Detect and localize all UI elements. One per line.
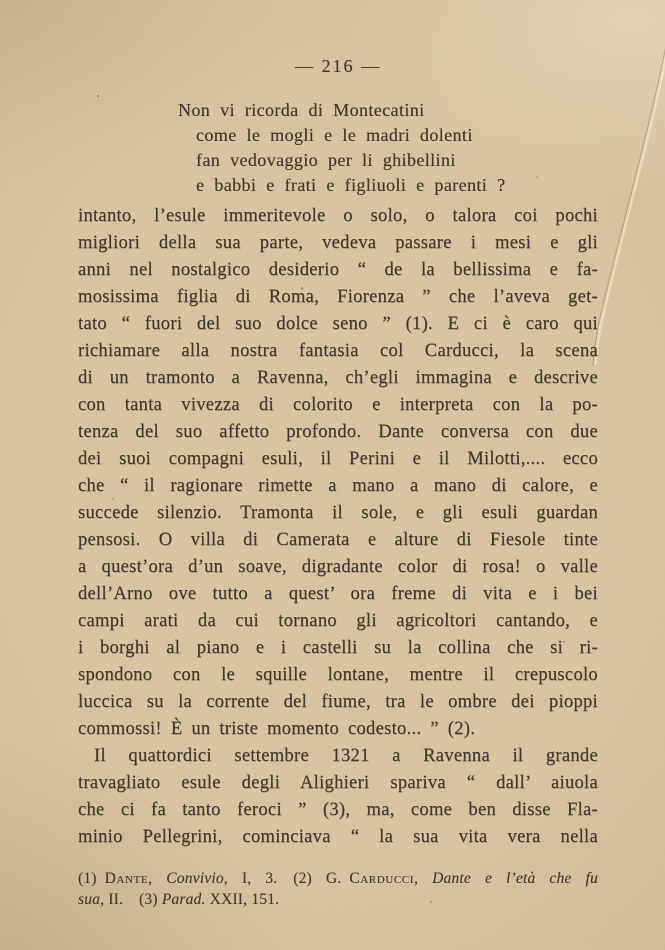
body-text-line: con tanta vivezza di colorito e interpreta con la po- [78,395,598,415]
page-number: — 216 — [295,56,381,76]
poem-line: fan vedovaggio per li ghibellini [196,150,456,170]
footnote-segment: Convivio [166,870,224,887]
body-text-line: richiamare alla nostra fantasia col Carducci, la scena [78,341,598,361]
body-text-line: che “ il ragionare rimette a mano a mano di calore, e [78,476,598,496]
body-text-line: minio Pellegrini, cominciava “ la sua vita vera nella [78,827,598,847]
footnote-segment: XXII, 151. [205,891,280,908]
body-text-line: spondono con le squille lontane, mentre il crepuscolo [78,665,598,685]
body-text-line: luccica su la corrente del fiume, tra le ombre dei pioppi [78,692,598,712]
body-text-line: anni nel nostalgico desiderio “ de la bellissima e fa- [78,260,598,280]
body-text-line: campi arati da cui tornano gli agricoltori cantando, e [78,611,598,631]
body-text-line: dell’Arno ove tutto a quest’ ora freme di vita e i bei [78,584,598,604]
body-text [78,203,598,851]
footnotes [78,868,598,910]
footnote-segment: Dante e l’età che fu [432,870,598,887]
body-text-line: succede silenzio. Tramonta il sole, e gli esuli guardan [78,503,598,523]
footnote-segment: sua [78,891,101,908]
body-text-line: a quest’ora d’un soave, digradante color di rosa! o valle [78,557,598,577]
body-text-line: commossi! È un triste momento codesto... ” (2). [78,719,476,739]
footnote-line [78,889,598,910]
footnote-segment: , I, 3. (2) G. [223,870,350,887]
footnote-segment: (1) [78,870,105,887]
poem-line: e babbi e frati e figliuoli e parenti ? [196,175,506,195]
body-text-line: mosissima figlia di Roma, Fiorenza ” che l’aveva get- [78,287,598,307]
poem-quotation [78,98,598,198]
poem-line: Non vi ricorda di Montecatini [178,100,425,120]
body-text-line: intanto, l’esule immeritevole o solo, o talora coi pochi [78,206,598,226]
body-text-line: tato “ fuori del suo dolce seno ” (1). E ci è caro qui [78,314,598,334]
body-text-line: dei suoi compagni esuli, il Perini e il Milotti,.... ecco [78,449,598,469]
footnote-segment: Carducci [349,870,414,887]
footnote-segment: Dante [104,870,149,887]
footnote-segment: Parad. [161,891,206,908]
body-text-line: Il quattordici settembre 1321 a Ravenna il grande [94,746,598,766]
body-text-line: che ci fa tanto feroci ” (3), ma, come ben disse Fla- [78,800,598,820]
body-text-line: tenza del suo affetto profondo. Dante conversa con due [78,422,598,442]
body-text-line: i borghi al piano e i castelli su la collina che si ri- [78,638,598,658]
paper-speck [97,95,99,97]
body-text-line: pensosi. O villa di Camerata e alture di Fiesole tinte [78,530,598,550]
body-text-line: migliori della sua parte, vedeva passare i mesi e gli [78,233,598,253]
poem-line: come le mogli e le madri dolenti [196,125,473,145]
footnote-segment: , [148,870,167,887]
footnote-line [78,868,598,889]
body-text-line: travagliato esule degli Alighieri spariva “ dall’ aiuola [78,773,598,793]
body-text-line: di un tramonto a Ravenna, ch’egli immagina e descrive [78,368,598,388]
footnote-segment: , [413,870,433,887]
footnote-segment: , II. (3) [100,891,162,908]
